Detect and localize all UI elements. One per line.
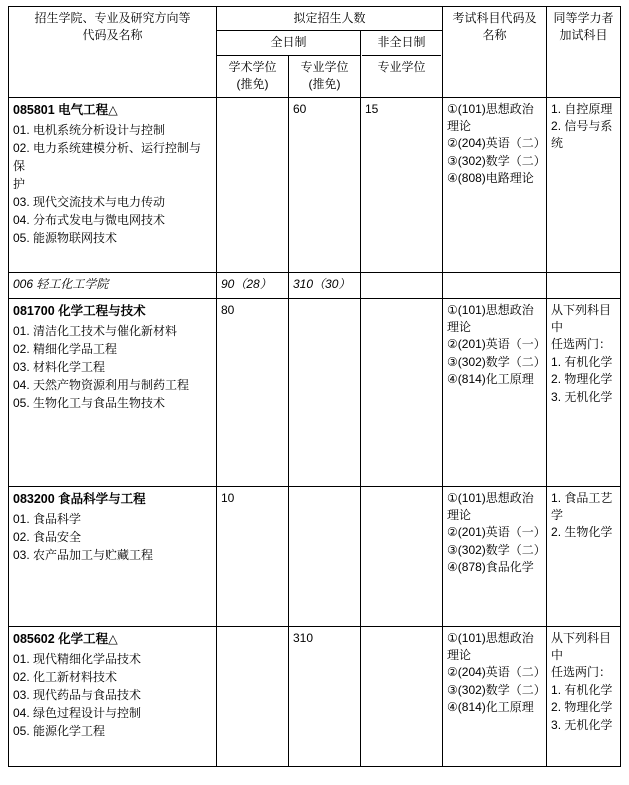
- direction-item: 04. 天然产物资源利用与制药工程: [13, 377, 190, 392]
- equivalent-item: 2. 物理化学: [551, 372, 613, 387]
- direction-item: 01. 清洁化工技术与催化新材料: [13, 323, 178, 338]
- professional-quota: [289, 298, 361, 486]
- header-program-line2: 代码及名称: [82, 28, 143, 43]
- equivalent-item: 从下列科目中: [551, 630, 612, 662]
- equivalent-item: 2. 物理化学: [551, 700, 613, 715]
- exam-subject-item: ③(302)数学（二）: [447, 153, 546, 168]
- direction-item: 03. 现代交流技术与电力传动: [13, 194, 166, 209]
- table-row: [9, 626, 621, 766]
- direction-item: 03. 材料化学工程: [13, 359, 106, 374]
- exam-subjects-cell: [443, 486, 547, 626]
- direction-item: 01. 食品科学: [13, 511, 82, 526]
- academic-quota: 10: [217, 486, 289, 626]
- equivalent-item: 从下列科目中: [551, 302, 612, 334]
- admissions-table: [8, 6, 621, 767]
- program-cell: [9, 97, 217, 272]
- exam-subject-item: ②(204)英语（二）: [447, 665, 546, 680]
- direction-item: 03. 现代药品与食品技术: [13, 687, 142, 702]
- direction-item: 05. 生物化工与食品生物技术: [13, 395, 166, 410]
- direction-item: 05. 能源物联网技术: [13, 230, 118, 245]
- header-equivalent-line2: 加试科目: [559, 28, 608, 43]
- equivalent-subjects-cell: [547, 298, 621, 486]
- academic-quota: [217, 97, 289, 272]
- direction-item: 02. 化工新材料技术: [13, 669, 118, 684]
- exam-subject-item: ③(302)数学（二）: [447, 354, 546, 369]
- header-program-column: [9, 7, 217, 98]
- program-cell: [9, 298, 217, 486]
- equivalent-item: 任选两门：: [551, 665, 612, 680]
- equivalent-item: 2. 信号与系统: [551, 118, 613, 151]
- exam-subjects-cell: [443, 298, 547, 486]
- table-row: [9, 298, 621, 486]
- header-exam-subjects: 考试科目代码及名称: [443, 7, 547, 98]
- header-row-1: [9, 7, 621, 31]
- exam-subjects-cell: [443, 626, 547, 766]
- professional-quota: [289, 486, 361, 626]
- equivalent-item: 3. 无机化学: [551, 389, 613, 404]
- direction-item: 04. 分布式发电与微电网技术: [13, 212, 166, 227]
- direction-item: 01. 电机系统分析设计与控制: [13, 122, 166, 137]
- major-title: 083200 食品科学与工程: [13, 491, 146, 506]
- header-equivalent-line1: 同等学力者: [553, 11, 614, 25]
- equivalent-subjects-cell: [547, 97, 621, 272]
- table-body: [9, 97, 621, 766]
- direction-item: 护: [13, 176, 26, 191]
- school-academic-quota: 90（28）: [217, 272, 289, 298]
- header-professional-degree-line2: (推免): [308, 77, 341, 92]
- table-row-school: [9, 272, 621, 298]
- header-program-line1: 招生学院、专业及研究方向等: [34, 11, 191, 25]
- header-full-time: 全日制: [217, 31, 361, 55]
- exam-subject-item: ①(101)思想政治理论: [447, 302, 534, 334]
- header-academic-degree: [217, 55, 289, 97]
- exam-subject-item: ①(101)思想政治理论: [447, 490, 534, 522]
- exam-subject-item: ①(101)思想政治理论: [447, 630, 534, 662]
- header-academic-degree-line1: 学术学位: [228, 59, 277, 74]
- major-title: 085602 化学工程△: [13, 631, 118, 646]
- exam-subjects-cell: [443, 97, 547, 272]
- school-exam-subjects: [443, 272, 547, 298]
- direction-item: 01. 现代精细化学品技术: [13, 651, 142, 666]
- exam-subject-item: ②(201)英语（一）: [447, 525, 546, 540]
- header-academic-degree-line2: (推免): [236, 77, 269, 92]
- program-cell: [9, 626, 217, 766]
- equivalent-item: 任选两门：: [551, 337, 612, 352]
- program-cell: [9, 486, 217, 626]
- exam-subject-item: ②(201)英语（一）: [447, 337, 546, 352]
- header-professional-degree: [289, 55, 361, 97]
- research-directions: [13, 121, 212, 247]
- exam-subject-item: ③(302)数学（二）: [447, 682, 546, 697]
- exam-subject-item: ③(302)数学（二）: [447, 542, 546, 557]
- school-equivalent-subjects: [547, 272, 621, 298]
- parttime-quota: [361, 298, 443, 486]
- equivalent-item: 1. 有机化学: [551, 354, 613, 369]
- header-part-time: [361, 31, 443, 97]
- equivalent-item: 1. 有机化学: [551, 682, 613, 697]
- major-title: 081700 化学工程与技术: [13, 303, 146, 318]
- research-directions: [13, 510, 212, 564]
- equivalent-item: 1. 食品工艺学: [551, 490, 613, 522]
- direction-item: 05. 能源化学工程: [13, 723, 106, 738]
- header-equivalent-subjects: [547, 7, 621, 98]
- equivalent-item: 1. 自控原理: [551, 101, 613, 116]
- exam-subject-item: ②(204)英语（二）: [447, 136, 546, 151]
- equivalent-subjects-cell: [547, 486, 621, 626]
- major-title: 085801 电气工程△: [13, 102, 118, 117]
- header-planned-total: 拟定招生人数: [217, 7, 443, 31]
- table-row: [9, 97, 621, 272]
- parttime-quota: 15: [361, 97, 443, 272]
- school-professional-quota: 310（30）: [289, 272, 361, 298]
- academic-quota: [217, 626, 289, 766]
- header-part-time-degree: 专业学位: [377, 59, 426, 74]
- exam-subject-item: ①(101)思想政治理论: [447, 101, 534, 133]
- exam-subject-item: ④(814)化工原理: [447, 372, 534, 387]
- academic-quota: 80: [217, 298, 289, 486]
- direction-item: 03. 农产品加工与贮藏工程: [13, 547, 154, 562]
- professional-quota: 310: [289, 626, 361, 766]
- equivalent-item: 3. 无机化学: [551, 717, 613, 732]
- equivalent-item: 2. 生物化学: [551, 525, 613, 540]
- school-name: 006 轻工化工学院: [9, 272, 217, 298]
- direction-item: 04. 绿色过程设计与控制: [13, 705, 142, 720]
- direction-item: 02. 食品安全: [13, 529, 82, 544]
- school-parttime-quota: [361, 272, 443, 298]
- professional-quota: 60: [289, 97, 361, 272]
- exam-subject-item: ④(808)电路理论: [447, 171, 534, 186]
- table-row: [9, 486, 621, 626]
- parttime-quota: [361, 626, 443, 766]
- direction-item: 02. 精细化学品工程: [13, 341, 118, 356]
- header-professional-degree-line1: 专业学位: [300, 59, 349, 74]
- exam-subject-item: ④(814)化工原理: [447, 700, 534, 715]
- table-header: [9, 7, 621, 98]
- research-directions: [13, 322, 212, 412]
- research-directions: [13, 650, 212, 740]
- equivalent-subjects-cell: [547, 626, 621, 766]
- header-part-time-label: 非全日制: [362, 31, 441, 55]
- parttime-quota: [361, 486, 443, 626]
- exam-subject-item: ④(878)食品化学: [447, 560, 534, 575]
- direction-item: 02. 电力系统建模分析、运行控制与保: [13, 140, 202, 173]
